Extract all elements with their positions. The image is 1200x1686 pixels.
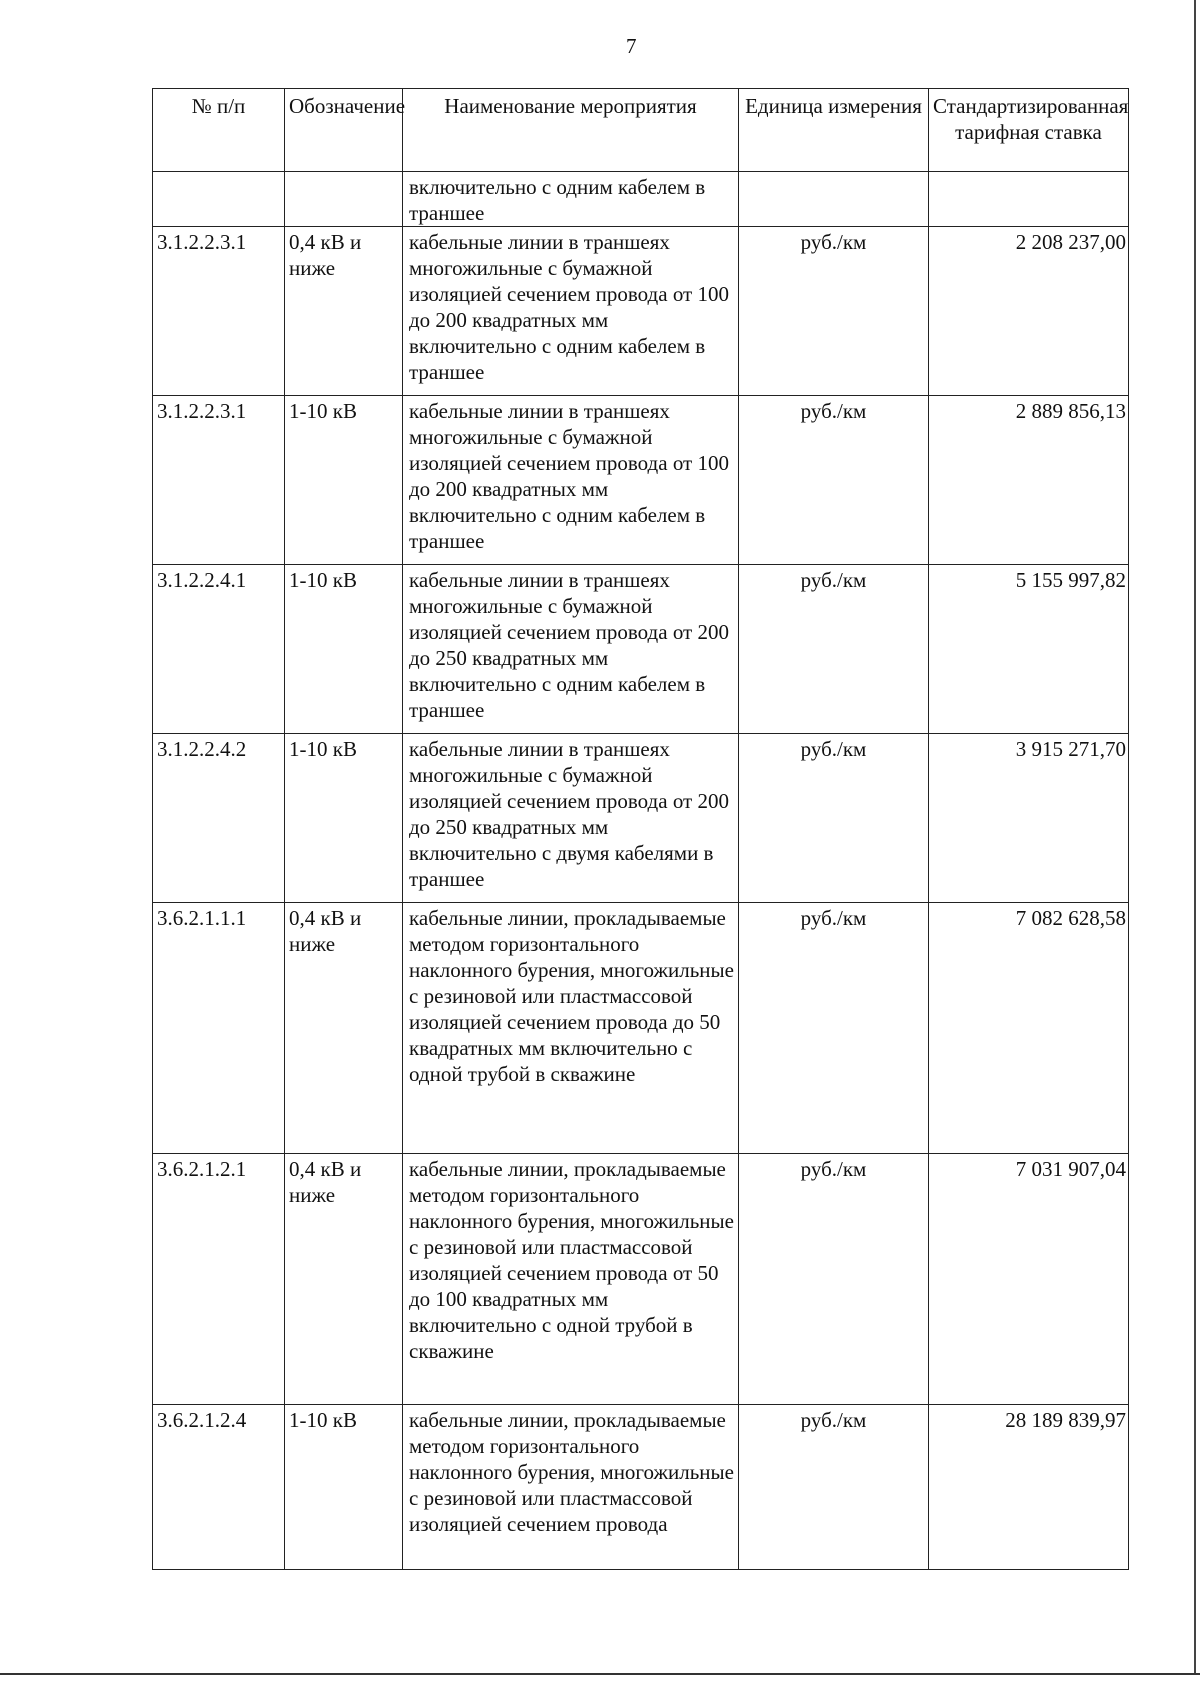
cell-unit: руб./км: [739, 227, 929, 396]
cell-designation: 0,4 кВ и ниже: [285, 903, 403, 1154]
table-header-row: [153, 89, 1129, 172]
cell-unit: руб./км: [739, 1154, 929, 1405]
tariff-table-wrapper: [152, 88, 1128, 1570]
cell-unit: руб./км: [739, 396, 929, 565]
cell-num: 3.1.2.2.3.1: [153, 227, 285, 396]
cell-name: кабельные линии, прокладываемые методом горизонтального наклонного бурения, многожильные с резиновой или пластмассовой изоляцией сечением провода: [403, 1405, 739, 1570]
header-num: № п/п: [153, 89, 285, 172]
cell-rate: 3 915 271,70: [929, 734, 1129, 903]
cell-unit: руб./км: [739, 1405, 929, 1570]
scan-edge-right: [1194, 0, 1196, 1674]
cell-rate: 2 208 237,00: [929, 227, 1129, 396]
header-designation: Обозначение: [285, 89, 403, 172]
cell-name: кабельные линии в траншеях многожильные с бумажной изоляцией сечением провода от 200 до 250 квадратных мм включительно с одним кабелем в траншее: [403, 565, 739, 734]
table-row: [153, 1154, 1129, 1405]
cell-num: 3.1.2.2.3.1: [153, 396, 285, 565]
table-row: [153, 227, 1129, 396]
cell-num: 3.1.2.2.4.1: [153, 565, 285, 734]
cell-unit: руб./км: [739, 734, 929, 903]
tariff-table: [152, 88, 1129, 1570]
cell-rate: 5 155 997,82: [929, 565, 1129, 734]
cell-name: кабельные линии, прокладываемые методом горизонтального наклонного бурения, многожильные с резиновой или пластмассовой изоляцией сечением провода от 50 до 100 квадратных мм включительно с одной трубой в скважине: [403, 1154, 739, 1405]
cell-rate: 28 189 839,97: [929, 1405, 1129, 1570]
table-row: [153, 903, 1129, 1154]
header-name: Наименование мероприятия: [403, 89, 739, 172]
table-row: [153, 734, 1129, 903]
cell-name: кабельные линии в траншеях многожильные с бумажной изоляцией сечением провода от 200 до 250 квадратных мм включительно с двумя кабелями в траншее: [403, 734, 739, 903]
cell-unit: руб./км: [739, 903, 929, 1154]
header-rate: Стандартизированная тарифная ставка: [929, 89, 1129, 172]
cell-num: 3.6.2.1.2.1: [153, 1154, 285, 1405]
cell-num: 3.1.2.2.4.2: [153, 734, 285, 903]
cell-rate: 7 031 907,04: [929, 1154, 1129, 1405]
cell-num: 3.6.2.1.2.4: [153, 1405, 285, 1570]
table-row-continuation: [153, 172, 1129, 227]
cell-designation: 0,4 кВ и ниже: [285, 227, 403, 396]
cell-num: 3.6.2.1.1.1: [153, 903, 285, 1154]
cell-unit: руб./км: [739, 565, 929, 734]
cell-rate: 7 082 628,58: [929, 903, 1129, 1154]
table-row: [153, 565, 1129, 734]
cell-name: кабельные линии, прокладываемые методом горизонтального наклонного бурения, многожильные с резиновой или пластмассовой изоляцией сечением провода до 50 квадратных мм включительно с одной трубой в скважине: [403, 903, 739, 1154]
cell-rate: 2 889 856,13: [929, 396, 1129, 565]
cell-name: кабельные линии в траншеях многожильные с бумажной изоляцией сечением провода от 100 до 200 квадратных мм включительно с одним кабелем в траншее: [403, 396, 739, 565]
page-number: 7: [626, 34, 637, 58]
scan-edge-bottom: [0, 1673, 1200, 1675]
cell-unit: [739, 172, 929, 227]
cell-designation: 1-10 кВ: [285, 734, 403, 903]
cell-rate: [929, 172, 1129, 227]
cell-designation: 1-10 кВ: [285, 396, 403, 565]
header-unit: Единица измерения: [739, 89, 929, 172]
cell-designation: 1-10 кВ: [285, 565, 403, 734]
cell-designation: [285, 172, 403, 227]
cell-designation: 0,4 кВ и ниже: [285, 1154, 403, 1405]
cell-name: включительно с одним кабелем в траншее: [403, 172, 739, 227]
cell-num: [153, 172, 285, 227]
cell-name: кабельные линии в траншеях многожильные с бумажной изоляцией сечением провода от 100 до 200 квадратных мм включительно с одним кабелем в траншее: [403, 227, 739, 396]
table-row: [153, 396, 1129, 565]
table-row: [153, 1405, 1129, 1570]
cell-designation: 1-10 кВ: [285, 1405, 403, 1570]
